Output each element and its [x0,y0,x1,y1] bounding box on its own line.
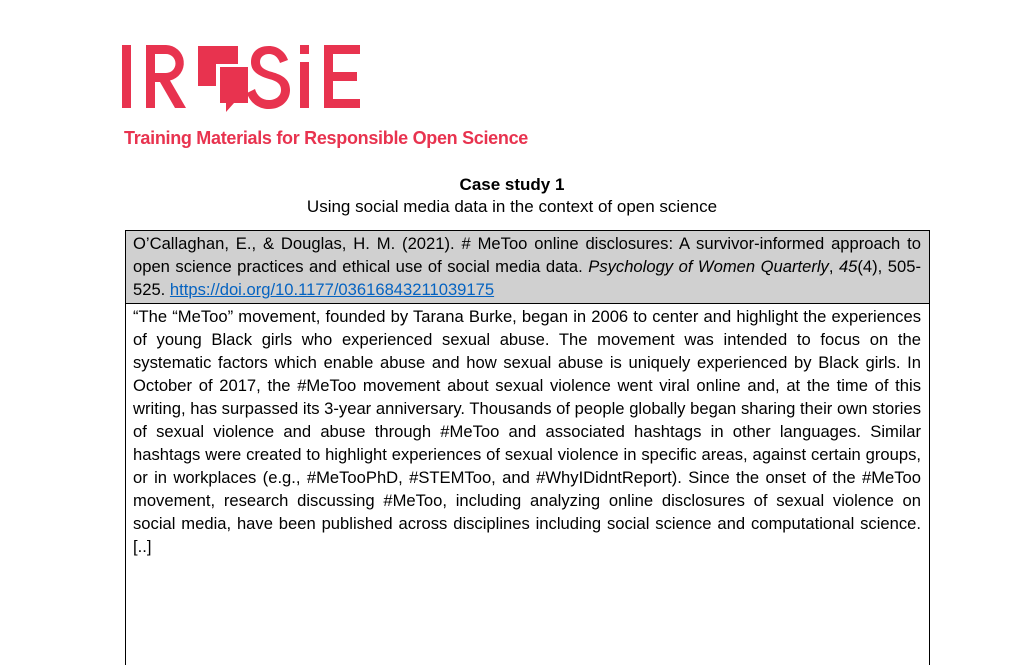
citation-volume: 45 [838,257,858,276]
citation-authors: O’Callaghan, E., & Douglas, H. M. (2021). [133,234,462,253]
case-study-table [125,230,930,665]
excerpt-cell: “The “MeToo” movement, founded by Tarana Burke, began in 2006 to center and highlight the experiences of young Black girls who experienced sexual abuse. The movement was intended to focus on the systematic factors which enable abuse and how sexual abuse is uniquely experienced by Black girls. In October of 2017, the #MeToo movement about sexual violence went viral online and, at the time of this writing, has surpassed its 3-year anniversary. Thousands of people globally began sharing their own stories of sexual violence and abuse through #MeToo and associated hashtags in other languages. Similar hashtags were created to highlight experiences of sexual violence in specific areas, against certain groups, or in workplaces (e.g., #MeTooPhD, #STEMToo, and #WhyIDidntReport). Since the onset of the #MeToo movement, research discussing #MeToo, including analyzing online disclosures of sexual violence on social media, have been published across disciplines including social science and computational science. [..] [133,307,921,556]
citation-article-title: # MeToo online disclosures: A survivor-informed approach to open science practices and ethical use of social media data. [133,234,921,276]
logo-tagline: Training Materials for Responsible Open Science [124,128,529,148]
doi-link[interactable]: https://doi.org/10.1177/03616843211039175 [169,280,495,299]
citation-volume-separator: , [828,257,839,276]
case-study-title: Case study 1 [459,175,565,194]
case-study-subtitle: Using social media data in the context of open science [306,197,718,216]
citation-issue-pages: (4), 505-525. [133,257,921,299]
citation-cell [126,231,929,304]
citation-journal: Psychology of Women Quarterly [588,257,829,276]
rosie-logo [122,40,412,114]
